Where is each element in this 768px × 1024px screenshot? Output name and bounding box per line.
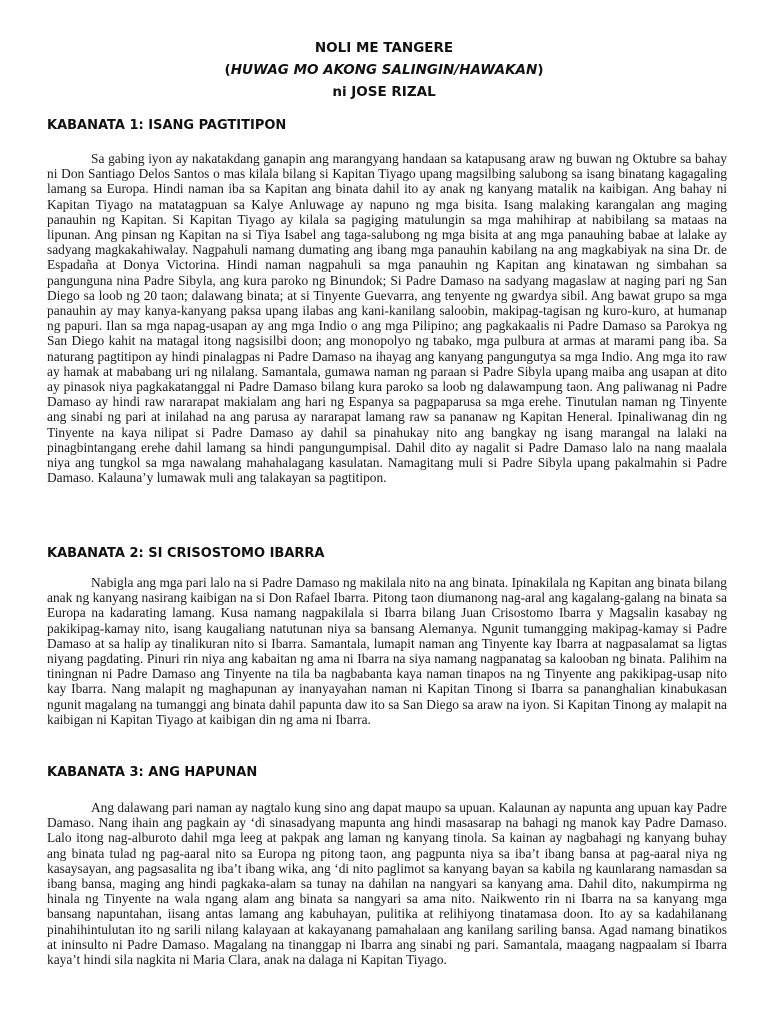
chapter-2-body: Nabigla ang mga pari lalo na si Padre Damaso ng makilala nito na ang binata. Ipinakilala ng Kapitan ang binata bilang anak ng kanyang nasirang kaibigan na si Don Rafael Ibarra. Pitong taon diumanong nag-aral ang kagalang-galang na binata sa Europa na kadarating lamang. Kusa namang nagpakilala si Ibarra bilang Juan Crisostomo Ibarra y Magsalin kasabay ng pakikipag-kamay nito, isang kaugaliang natutunan niya sa bansang Alemanya. Ngunit tumangging makipag-kamay si Padre Damaso at sa halip ay tinalikuran nito si Ibarra. Samantala, lumapit naman ang Tinyente kay Ibarra at nagpasalamat sa ligtas niyang pagdating. Pinuri rin niya ang kabaitan ng ama ni Ibarra na siya namang nagpanatag sa kalooban ng binata. Palihim na tiningnan ni Padre Damaso ang Tinyente na tila ba nagbabanta kaya naman tinapos na ng Tinyente ang pakikipag-usap nito kay Ibarra. Nang malapit ng maghapunan ay inanyayahan naman ni Kapitan Tinong si Ibarra sa pananghalian kinabukasan ngunit magalang na tumanggi ang binata dahil papunta daw ito sa San Diego sa araw na iyon. Si Kapitan Tinong ay malapit na kaibigan ni Kapitan Tiyago at kaibigan din ng ama ni Ibarra. — [47, 575, 727, 727]
chapter-3-body: Ang dalawang pari naman ay nagtalo kung sino ang dapat maupo sa upuan. Kalaunan ay napunta ang upuan kay Padre Damaso. Nang ihain ang pagkain ay ‘di sinasadyang mapunta ang hindi masasarap na bahagi ng manok kay Padre Damaso. Lalo itong nag-alburoto dahil mga leeg at pakpak ang laman ng kanyang tinola. Sa kainan ay nagbahagi ng kanyang buhay ang binata tulad ng pag-aaral nito sa Europa ng pitong taon, ang pagpunta niya sa iba’t ibang bansa at pag-aaral niya ng kasaysayan, ang pagsasalita ng iba’t ibang wika, ang ‘di nito paglimot sa kanyang bayan sa kabila ng kaunlarang namasdan sa ibang bansa, maging ang hindi pagkaka-alam sa tunay na dahilan na nangyari sa kanyang ama. Dahil dito, nakumpirma ng hinala ng Tinyente na wala ngang alam ang binata sa nangyari sa ama nito. Naikwento rin ni Ibarra na sa kanyang mga bansang napuntahan, iisang antas lamang ang kabuhayan, pulitika at relihiyong tinatamasa doon. Ito ay sa kadahilanang pinahihintulutan ito ng sarili nilang kalayaan at kakayanang pamahalaan ang kanilang sariling bansa. Agad namang binatikos at ininsulto ni Padre Damaso. Magalang na tinanggap ni Ibarra ang sinabi ng pari. Samantala, maagang nagpaalam si Ibarra kaya’t hindi sila nagkita ni Maria Clara, anak na dalaga ni Kapitan Tiyago. — [47, 800, 727, 968]
chapter-1-body: Sa gabing iyon ay nakatakdang ganapin ang marangyang handaan sa katapusang araw ng buwan ng Oktubre sa bahay ni Don Santiago Delos Santos o mas kilala bilang si Kapitan Tiyago upang magsilbing salubong sa isang binatang kagagaling lamang sa Europa. Hindi naman iba sa Kapitan ang binata dahil ito ay anak ng kanyang matalik na kaibigan. Ang bahay ni Kapitan Tiyago na matatagpuan sa Kalye Anluwage ay napuno ng mga bisita. Isang malaking karangalan ang maging panauhin ng Kapitan. Si Kapitan Tiyago ay kilala sa pagiging matulungin sa mga mahihirap at nabibilang sa mataas na lipunan. Ang pinsan ng Kapitan na si Tiya Isabel ang taga-salubong ng mga bisita at ang mga panauhing babae at lalake ay sadyang magkakahiwalay. Nagpahuli namang dumating ang ibang mga panauhin kabilang na ang magkabiyak na sina Dr. de Espadaña at Donya Victorina. Hindi naman nagpahuli sa mga panauhin ng Kapitan ang kinatawan ng simbahan sa pangunguna nina Padre Sibyla, ang kura paroko ng Binundok; Si Padre Damaso na sadyang magaslaw at naging pari ng San Diego sa loob ng 20 taon; dalawang binata; at si Tinyente Guevarra, ang tenyente ng gwardya sibil. Ang bawat grupo sa mga panauhin ay may kanya-kanyang paksa upang ilabas ang kani-kanilang saloobin, makipag-tagisan ng kuro-kuro, at humanap ng papuri. Ilan sa mga napag-usapan ay ang mga Indio o ang mga Pilipino; ang pagkakaalis ni Padre Damaso sa Parokya ng San Diego kahit na matagal itong nagsisilbi doon; ang monopolyo ng tabako, mga pulbura at armas at marami pang iba. Sa naturang pagtitipon ay hindi pinalagpas ni Padre Damaso na ihayag ang kanyang pangungutya sa mga Indio. Ang mga ito raw ay hamak at mababang uri ng nilalang. Samantala, gumawa naman ng paraan si Padre Sibyla upang maiba ang usapan at dito ay pinasok niya pagkakatanggal ni Padre Damaso bilang kura paroko sa loob ng dalawampung taon. Ang paliwanag ni Padre Damaso ay hindi raw nararapat makialam ang hari ng Espanya sa pagpaparusa sa mga erehe. Tinutulan naman ng Tinyente ang sinabi ng pari at inilahad na ang parusa ay nararapat lamang raw sa pananaw ng Kapitan Heneral. Ipinaliwanag din ng Tinyente na kaya nilipat si Padre Damaso ay dahil sa pinahukay nito ang bangkay ng isang marangal na lalaki na pinagbintangang erehe dahil lamang sa hindi pangungumpisal. Dahil dito ay nagalit si Padre Damaso lalo na nang maalala niya ang tungkol sa mga nawalang mahahalagang kasulatan. Namagitang muli si Padre Sibyla upang pakalmahin si Padre Damaso. Kalauna’y lumawak muli ang talakayan sa pagtitipon. — [47, 151, 727, 486]
chapter-1 — [47, 118, 727, 485]
subtitle-open-paren: ( — [224, 62, 231, 78]
document-author: ni JOSE RIZAL — [332, 84, 436, 100]
chapter-1-heading: KABANATA 1: ISANG PAGTITIPON — [47, 118, 287, 133]
chapter-2-heading: KABANATA 2: SI CRISOSTOMO IBARRA — [47, 546, 325, 561]
chapter-2 — [47, 546, 727, 727]
chapter-3-heading: KABANATA 3: ANG HAPUNAN — [47, 765, 258, 780]
chapter-3 — [47, 765, 727, 967]
subtitle-text: HUWAG MO AKONG SALINGIN/HAWAKAN — [230, 62, 538, 78]
document-title: NOLI ME TANGERE — [314, 40, 454, 56]
document-subtitle — [0, 62, 768, 78]
subtitle-close-paren: ) — [537, 62, 544, 78]
